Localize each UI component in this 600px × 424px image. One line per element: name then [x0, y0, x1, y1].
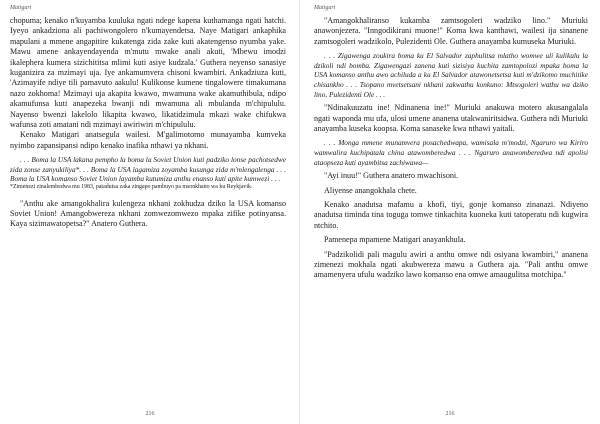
radio-broadcast-text: . . . Monga mmene munamvera posachedwapa, wamisala m'modzi, Ngaruro wa Kiriro wamwalira kuchipatala china atawomberedwa . . . Ngaruro anawomberedwa ndi apolisi ataopseza kuti ayambitsa zachiwawa—	[314, 138, 588, 167]
page-number-left: 216	[145, 411, 155, 417]
right-page-body	[314, 16, 588, 281]
radio-broadcast-text: . . . Boma la USA lakana pempho la boma la Soviet Union kuti padziko lonse pachotsedwe zida zonse zanyukiliya*. . . Boma la USA lagamiza zoyamba kusunga zida m'mlengalenga . . . Boma la USA komanso Soviet Union layamba kutumiza anthu enanso kuti apite kumwezi . . .	[10, 155, 286, 184]
running-head-right: Matigari	[314, 5, 336, 11]
right-page	[300, 0, 600, 424]
paragraph: "Amangokhaliranso kukamba zamtsogoleri wadziko lino." Muriuki anawonjezera. "Inngodikirani muone!" Koma kwa kanthawi, wailesi ija sinanene zamtsogoleri wadzikolo, Pulezidenti Ole. Guthera anayamba kumuseka Muriuki.	[314, 16, 588, 46]
paragraph: "Anthu ake amangokhalira kulengeza nkhani zokhudza dziko la USA komanso Soviet Union! Amangobwereza nkhani zomwezomwezo mpaka zifike potinyansa. Kaya sizimawatopetsa?" Anatero Guthera.	[10, 198, 286, 229]
footnote: *Zimenezi zinalembedwa mu 1983, patadutsa zaka zingapo pambuyo pa msonkhano wa ku Reykjavik.	[10, 184, 253, 191]
radio-broadcast-text: . . . Zigawenga zoukira boma ku El Salvador zaphulitsa mlatho womwe uli kulikulu la dzikoli ndi bomba. Zigawengazi zanena kuti sizisiya kuchita zamtopolozi mpaka boma la USA komanso anthu awo achiluda a ku El Salvador atawonetsetsa kuti m'dzikomo muchitike chisankho . . . Tsopano mvetsetsani nkhani zakwathu konkuno: Mtsogoleri wathu wa dziko lino, Pulezidenti Ole . . .	[314, 51, 588, 99]
left-page-body	[10, 16, 286, 230]
paragraph: "Ayi inuu!" Guthera anatero mwachisoni.	[324, 171, 459, 181]
paragraph: Aliyense anangokhala chete.	[324, 185, 417, 195]
paragraph: "Padzikolidi pali magulu awiri a anthu omwe ndi osiyana kwambiri," ananena zimenezi mokhala ngati akubwereza mawu a Guthera aja. "Pali anthu omwe amamenyera ufulu wadziko lawo komanso ena omwe amaugulitsa motchipa."	[314, 249, 588, 280]
paragraph: "Ndinakuuzatu ine! Ndinanena ine!" Muriuki anakuwa motero akusangalala ngati waponda mu ufa, ulosi umene ananena utakwaniritsidwa. Guthera ndi Muriuki anayamba kuseka koopsa. Koma sanaseke kwa nthawi yaitali.	[314, 103, 588, 133]
running-head-left: Matigari	[10, 5, 32, 11]
paragraph: chopuma; kenako n'kuyamba kuuluka ngati ndege kapena kuthamanga ngati hatchi. Iyeyo ankadziona ali pachiwongolero n'kumayendetsa. Naye Matigari ankaphika mapulani a mmene angapitire kukatenga zida zake kuti akatengenso nyumba yake. Mawu amene ankayendayenda m'mutu mwake anali akuti, 'Mbewu imodzi ikalephera kumera sizichititsa mlimi kuti asiye kudzala.' Guthera neyenso sanasiye kuganizira za mzimayi uja. Iye ankamumvera chisoni kwambiri. Ankadziuza kuti, 'Azimayife ndiye tili pamavuto aakulu! Kulikonse kumene tingalowere timakumana nazo zokhoma! Mzimayi uja akapita kwawo, mwamuna wake akamuthibula, ndipo akamufunsa kuti anapezeka bwanji ndi mwamuna ali mbulanda m'chipululu. Nayenso bwenzi lakelolo likapita kwawo, likatidzimula mkazi wake chifukwa wafunsa zoti amatani ndi mzimayi awiriwiri m'chipululu.	[10, 16, 286, 130]
page-number-right: 216	[445, 411, 455, 417]
paragraph: Kenako Matigari anatsegula wailesi. M'galimotomo munayamba kumveka nyimbo zapansipansi ndipo kenako inafika nthawi ya nkhani.	[10, 130, 286, 150]
paragraph: Kenako anadutsa mafamu a khofi, tiyi, gonje komanso zinanazi. Ndiyeno anadutsa timinda tina toguga tomwe tinkachita kuoneka kuti tatoperatu ndi kugwira ntchito.	[314, 200, 588, 230]
paragraph: Pamenepa mpamene Matigari anayankhula.	[324, 235, 466, 245]
